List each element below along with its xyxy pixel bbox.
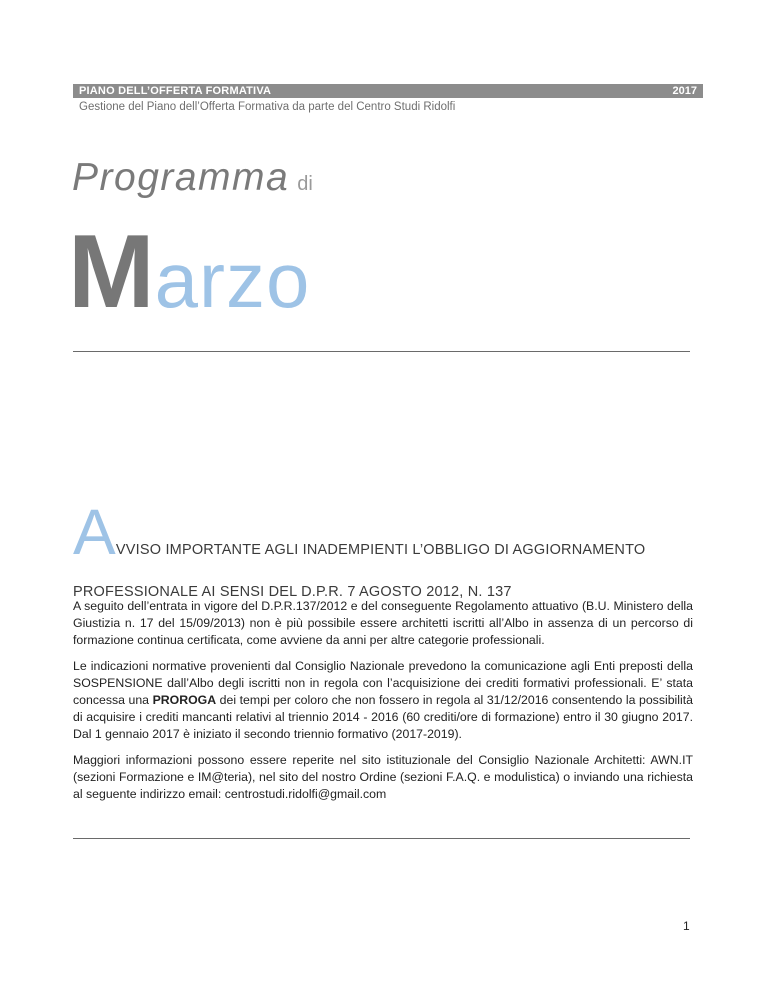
body-text: [73, 598, 693, 812]
divider-top: [73, 351, 690, 352]
header-year: 2017: [672, 85, 697, 97]
header-subtitle: Gestione del Piano dell’Offerta Formativa da parte del Centro Studi Ridolfi: [79, 101, 456, 113]
program-di: di: [297, 173, 313, 195]
divider-bottom: [73, 838, 690, 839]
notice-dropcap: A: [73, 496, 116, 568]
page-number: 1: [683, 919, 690, 933]
paragraph-2-part-b: dei tempi per coloro che non fossero in regola al 31/12/2016 consentendo la possibilità di acquisire i crediti mancanti relativi al triennio 2014 - 2016 (60 crediti/ore di formazione) entro il 30 giugno 2017. Dal 1 gennaio 2017 è iniziato il secondo triennio formativo (2017-2019).: [73, 693, 693, 741]
notice-line1: VVISO IMPORTANTE AGLI INADEMPIENTI L’OBBLIGO DI AGGIORNAMENTO: [115, 542, 646, 558]
paragraph-3: Maggiori informazioni possono essere reperite nel sito istituzionale del Consiglio Nazionale Architetti: AWN.IT (sezioni Formazione e IM@teria), nel sito del nostro Ordine (sezioni F.A.Q. e modulistica) o inviando una richiesta al seguente indirizzo email: centrostudi.ridolfi@gmail.com: [73, 753, 693, 801]
program-title: [72, 156, 313, 200]
month-title: [68, 214, 311, 330]
paragraph-1: A seguito dell’entrata in vigore del D.P.R.137/2012 e del conseguente Regolamento attuativo (B.U. Ministero della Giustizia n. 17 del 15/09/2013) non è più possibile essere architetti iscritti all’Albo in assenza di un percorso di formazione continua certificata, come avviene da anni per altre categorie professionali.: [73, 599, 693, 647]
program-word: Programma: [72, 156, 290, 199]
header-bar: [73, 84, 703, 98]
notice-heading: [73, 496, 693, 600]
notice-line2: PROFESSIONALE AI SENSI DEL D.P.R. 7 AGOSTO 2012, N. 137: [73, 584, 512, 600]
month-rest: arzo: [154, 236, 311, 324]
paragraph-2: [73, 658, 693, 743]
paragraph-2-part-a: Le indicazioni normative provenienti dal Consiglio Nazionale prevedono la comunicazione agli Enti preposti della SOSPENSIONE dall’Albo degli iscritti non in regola con l’acquisizione dei crediti formativi professionali. E’ stata concessa una: [73, 659, 693, 707]
header-label: PIANO DELL’OFFERTA FORMATIVA: [79, 85, 272, 97]
month-initial: M: [68, 214, 155, 330]
proroga-bold: PROROGA: [152, 693, 217, 707]
